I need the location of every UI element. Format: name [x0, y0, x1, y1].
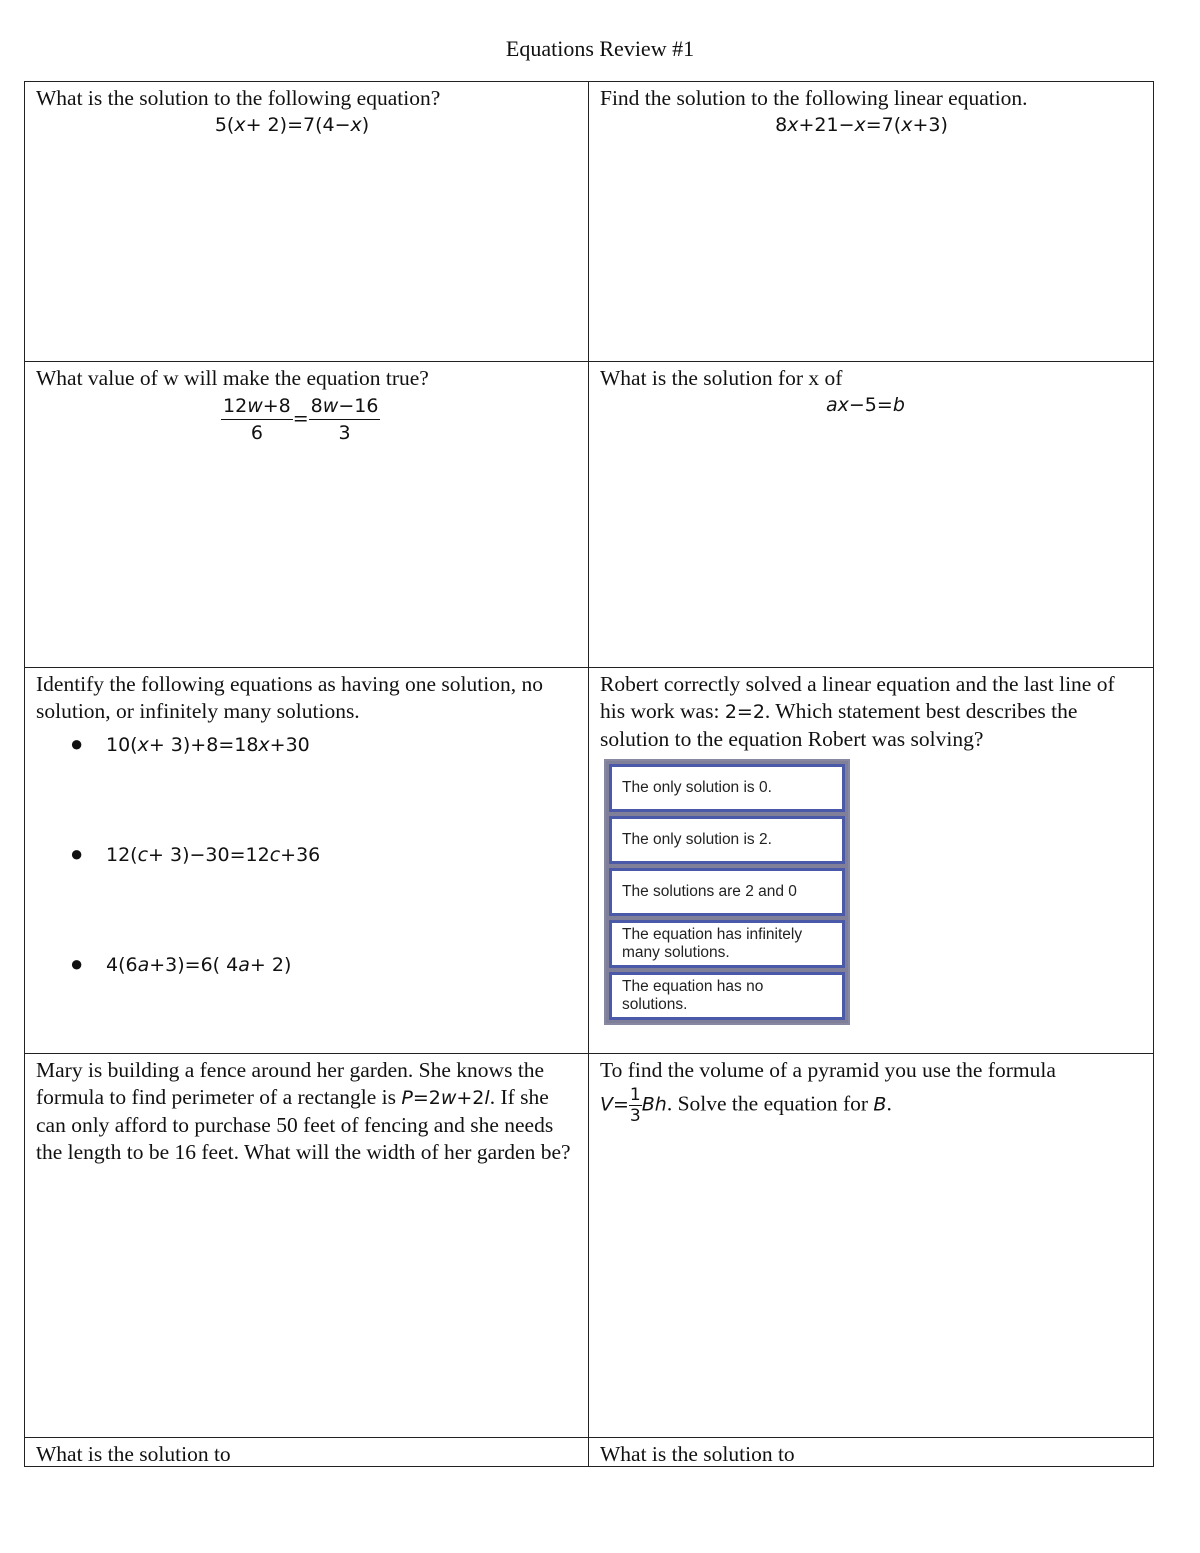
question-9 — [25, 1438, 589, 1466]
bullet-icon: ● — [70, 951, 84, 976]
equation-list — [36, 729, 578, 980]
question-2-prompt: Find the solution to the following linear equation. — [600, 86, 1028, 110]
question-7-prompt: Mary is building a fence around her garden. She knows the formula to find perimeter of a rectangle is P=2w+2l. If she can only afford to purchase 50 feet of fencing and she needs the length to be 16 feet. What will the width of her garden be? — [36, 1058, 571, 1164]
answer-choice[interactable]: The only solution is 0. — [609, 764, 845, 812]
answer-choice[interactable]: The only solution is 2. — [609, 816, 845, 864]
question-8-prompt: To find the volume of a pyramid you use the formula — [600, 1058, 1056, 1082]
table-row — [25, 1054, 1153, 1438]
answer-choice[interactable]: The equation has infinitely many solutions. — [609, 920, 845, 968]
question-2 — [589, 82, 1153, 361]
question-7 — [25, 1054, 589, 1437]
worksheet-table — [24, 81, 1154, 1467]
list-item: ● 10(x+ 3)+8=18x+30 — [36, 729, 578, 839]
bullet-icon: ● — [70, 841, 84, 866]
table-row — [25, 362, 1153, 668]
fraction-right: $\frac{8w-16}{3}$ — [310, 395, 379, 444]
question-3 — [25, 362, 589, 667]
question-6-prompt: Robert correctly solved a linear equation and the last line of his work was: 2=2. Which statement best describes the solution to the equation Robert was solving? — [600, 672, 1115, 751]
question-4 — [589, 362, 1153, 667]
fraction-left: $\frac{12w+8}{6}$ — [223, 395, 291, 444]
question-10-prompt: What is the solution to — [600, 1442, 795, 1466]
table-row — [25, 1438, 1153, 1466]
table-row — [25, 668, 1153, 1054]
question-2-equation: 8x+21−x=7(x+3) — [775, 114, 948, 136]
question-9-prompt: What is the solution to — [36, 1442, 231, 1466]
question-1 — [25, 82, 589, 361]
answer-choice[interactable]: The solutions are 2 and 0 — [609, 868, 845, 916]
page-title: Equations Review #1 — [505, 36, 695, 61]
answer-choices — [604, 759, 850, 1025]
question-3-prompt: What value of w will make the equation true? — [36, 366, 429, 390]
table-row — [25, 82, 1153, 362]
answer-choice[interactable]: The equation has no solutions. — [609, 972, 845, 1020]
question-5 — [25, 668, 589, 1053]
question-4-equation: ax−5=b — [826, 394, 905, 416]
question-5-prompt: Identify the following equations as having one solution, no solution, or infinitely many solutions. — [36, 672, 543, 723]
question-6 — [589, 668, 1153, 1053]
question-8-formula: V= $\frac{1}{3}$ Bh. Solve the equation for B. — [600, 1085, 892, 1126]
bullet-icon: ● — [70, 731, 84, 756]
question-10 — [589, 1438, 1153, 1466]
question-8 — [589, 1054, 1153, 1437]
question-4-prompt: What is the solution for x of — [600, 366, 843, 390]
question-1-prompt: What is the solution to the following equation? — [36, 86, 441, 110]
list-item: ● 12(c+ 3)−30=12c+36 — [36, 839, 578, 949]
question-3-equation: $\frac{12w+8}{6}$ = $\frac{8w-16}{3}$ — [223, 395, 379, 444]
list-item: ● 4(6a+3)=6( 4a+ 2) — [36, 949, 578, 980]
fraction: $\frac{1}{3}$ — [629, 1085, 641, 1126]
question-1-equation: 5(x+ 2)=7(4−x) — [214, 114, 370, 136]
